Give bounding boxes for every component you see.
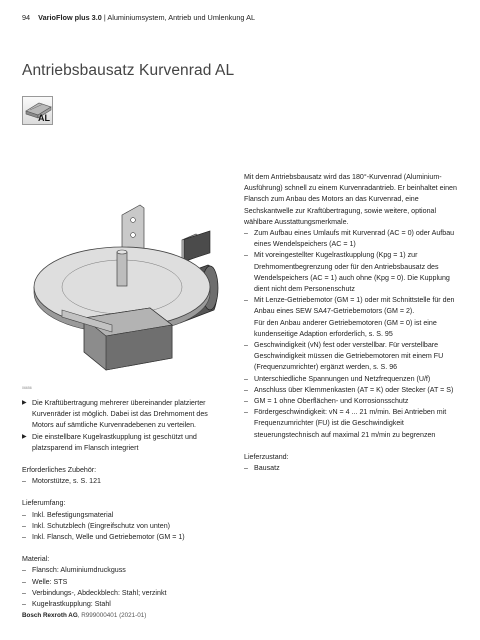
list-item: – Verbindungs-, Abdeckblech: Stahl; verzinkt — [22, 588, 227, 599]
scope-section — [22, 498, 227, 543]
product-figure — [22, 160, 227, 390]
scope-heading: Lieferumfang: — [22, 499, 66, 508]
list-item: – Flansch: Aluminiumdruckguss — [22, 565, 227, 576]
document-number: , R999000401 (2021-01) — [77, 612, 147, 619]
list-item: – Unterschiedliche Spannungen und Netzfrequenzen (U/f) — [244, 374, 466, 385]
material-heading: Material: — [22, 555, 50, 564]
material-section — [22, 554, 227, 610]
list-item: – Zum Aufbau eines Umlaufs mit Kurvenrad (AC = 0) oder Aufbau eines Wendelspeichers (AC = 1) — [244, 228, 466, 250]
list-item: – Welle: STS — [22, 577, 227, 588]
page-footer — [22, 612, 146, 619]
feature-list — [22, 398, 227, 454]
list-item: – Fördergeschwindigkeit: vN = 4 ... 21 m/min. Bei Antrieben mit Frequenzumrichter (FU) ist die Geschwindigkeit steuerungstechnisch auf maximal 21 m/min zu begrenzen — [244, 407, 466, 441]
al-icon-label: AL — [38, 113, 50, 123]
al-profile-icon — [22, 96, 53, 125]
list-item: – GM = 1 ohne Oberflächen- und Korrosionsschutz — [244, 396, 466, 407]
list-item: – Motorstütze, s. S. 121 — [22, 476, 227, 487]
left-column — [22, 398, 227, 610]
right-column — [244, 172, 466, 474]
gm-item-text: Mit Lenze-Getriebemotor (GM = 1) oder mit Schnittstelle für den Anbau eines SEW SA47-Getriebemotors (GM = 2). — [254, 296, 455, 316]
list-item: – Bausatz — [244, 463, 466, 474]
intro-paragraph: Mit dem Antriebsbausatz wird das 180°-Kurvenrad (Aluminium-Ausführung) schnell zu einem Kurvenradantrieb. Er beinhaltet einen Flansch zum Anbau des Motors an das Kurvenrad, eine Sechskantwelle zur Kraftübertragung, sowie weitere, optional wählbare Ausstattungsmerkmale. — [244, 173, 457, 226]
list-item: – Inkl. Befestigungsmaterial — [22, 510, 227, 521]
list-item — [244, 295, 466, 340]
figure-number: 06656 — [22, 386, 32, 390]
list-item: – Anschluss über Klemmenkasten (AT = K) oder Stecker (AT = S) — [244, 385, 466, 396]
delivery-section — [244, 452, 466, 474]
list-item: – Kugelrastkupplung: Stahl — [22, 599, 227, 610]
list-item: – Inkl. Flansch, Welle und Getriebemotor (GM = 1) — [22, 532, 227, 543]
list-item: ▶ Die einstellbare Kugelrastkupplung ist geschützt und platzsparend im Flansch integriert — [22, 432, 227, 454]
page-header — [22, 13, 255, 22]
drive-kit-drawing — [22, 160, 227, 390]
list-item: – Geschwindigkeit (vN) fest oder verstellbar. Für verstellbare Geschwindigkeit müssen die Getriebemotoren mit einem FU (Frequenzumrichter) ergänzt werden, s. S. 96 — [244, 340, 466, 374]
page-title: Antriebsbausatz Kurvenrad AL — [22, 62, 235, 79]
list-item: ▶ Die Kraftübertragung mehrerer übereinander platzierter Kurvenräder ist möglich. Dabei ist das Drehmoment des Motors auf sämtliche Kurvenradebenen zu verteilen. — [22, 398, 227, 432]
accessories-section — [22, 465, 227, 487]
delivery-heading: Lieferzustand: — [244, 452, 289, 461]
accessories-heading: Erforderliches Zubehör: — [22, 466, 97, 475]
list-item: – Inkl. Schutzblech (Eingreifschutz von unten) — [22, 521, 227, 532]
page-number: 94 — [22, 13, 31, 22]
company-name: Bosch Rexroth AG — [22, 612, 78, 619]
gm-note: Für den Anbau anderer Getriebemotoren (GM = 0) ist eine kundenseitige Adaption erforderlich, s. S. 95 — [254, 318, 437, 338]
list-item: – Mit voreingestellter Kugelrastkupplung (Kpg = 1) zur Drehmomentbegrenzung oder für den Antriebsbausatz des Wendelspeichers (AC = 1) auch ohne (Kpg = 0). Die Kupplung dient nicht dem Personenschutz — [244, 250, 466, 295]
product-name: VarioFlow plus 3.0 — [38, 13, 102, 22]
header-section: | Aluminiumsystem, Antrieb und Umlenkung AL — [103, 13, 256, 22]
option-list — [244, 228, 466, 441]
